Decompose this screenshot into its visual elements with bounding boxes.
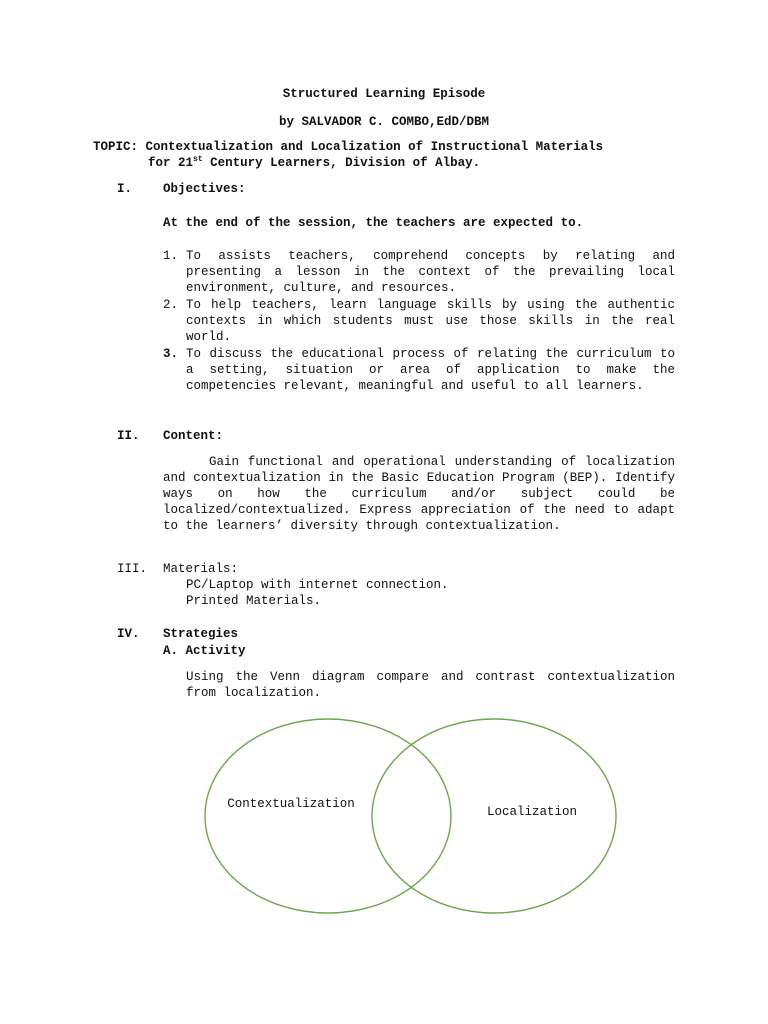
materials-heading: Materials: <box>163 562 239 576</box>
topic-line2-pre: for 21 <box>148 156 194 170</box>
objective-item <box>163 248 675 296</box>
topic-line-1 <box>93 139 603 155</box>
objective-item <box>163 297 675 345</box>
topic-line2-sup: st <box>193 154 203 164</box>
objective-number: 1. <box>163 249 179 263</box>
topic-line-2 <box>148 155 480 171</box>
materials-item: PC/Laptop with internet connection. <box>186 578 449 592</box>
objectives-numeral: I. <box>117 182 133 196</box>
objective-item <box>163 346 675 394</box>
objective-text: To discuss the educational process of relating the curriculum to a setting, situation or area of application to make the competencies relevant, meaningful and useful to all learners. <box>186 347 675 393</box>
objective-text: To assists teachers, comprehend concepts by relating and presenting a lesson in the context of the prevailing local environment, culture, and resources. <box>186 249 675 295</box>
venn-left-circle <box>205 719 451 913</box>
objective-number: 3. <box>163 347 179 361</box>
topic-label: TOPIC: <box>93 140 139 154</box>
content-heading: Content: <box>163 429 224 443</box>
activity-label: A. Activity <box>163 644 246 658</box>
activity-text: Using the Venn diagram compare and contrast contextualization from localization. <box>186 670 675 700</box>
materials-item: Printed Materials. <box>186 594 322 608</box>
materials-numeral: III. <box>117 562 148 576</box>
objectives-heading: Objectives: <box>163 182 246 196</box>
content-numeral: II. <box>117 429 140 443</box>
objectives-intro: At the end of the session, the teachers are expected to. <box>163 216 584 230</box>
topic-title-line1: Contextualization and Localization of Instructional Materials <box>145 140 604 154</box>
venn-left-label: Contextualization <box>227 797 355 811</box>
objective-number: 2. <box>163 298 179 312</box>
author-line: by SALVADOR C. COMBO,EdD/DBM <box>278 115 490 129</box>
venn-right-label: Localization <box>486 805 578 819</box>
strategies-numeral: IV. <box>117 627 140 641</box>
strategies-heading: Strategies <box>163 627 239 641</box>
topic-line2-post: Century Learners, Division of Albay. <box>202 156 481 170</box>
document-title: Structured Learning Episode <box>282 87 486 101</box>
venn-diagram <box>200 712 620 922</box>
content-paragraph: Gain functional and operational understanding of localization and contextualization in the Basic Education Program (BEP). Identify ways on how the curriculum and/or subject could be localized/contextualized. Express appreciation of the need to adapt to the learners’ diversity through contextualization. <box>163 455 675 533</box>
objective-text: To help teachers, learn language skills by using the authentic contexts in which students must use those skills in the real world. <box>186 298 675 344</box>
